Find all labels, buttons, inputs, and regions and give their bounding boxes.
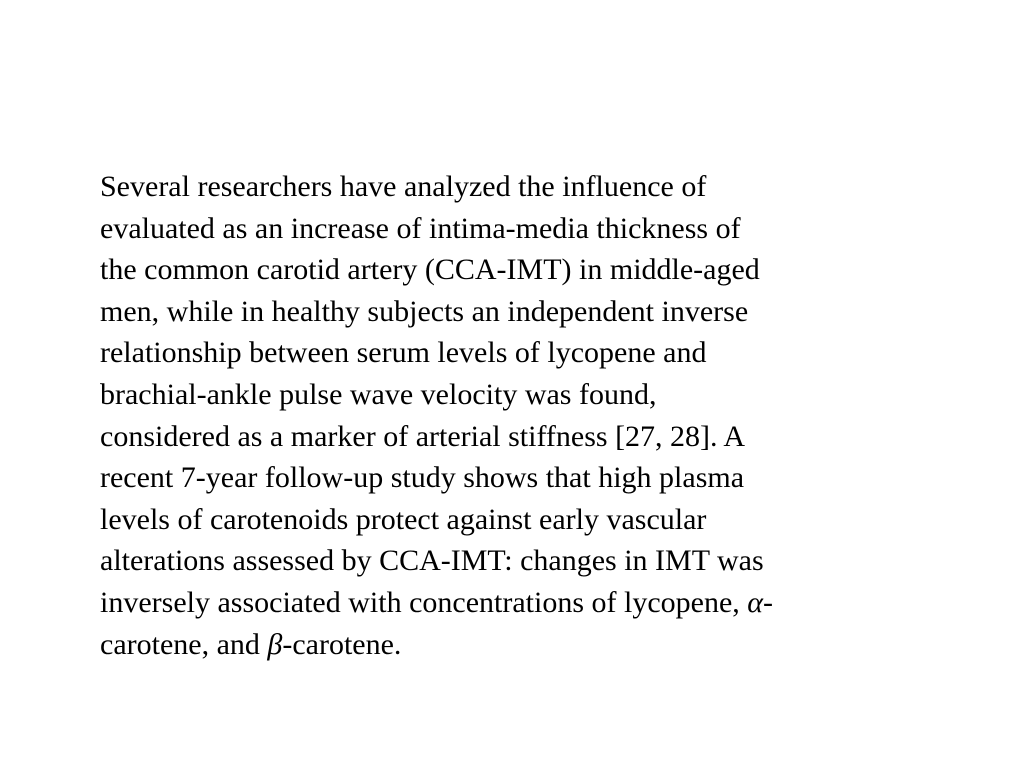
line-11-text: inversely associated with concentrations of lycopene, [100, 585, 748, 619]
paragraph-line-11 [100, 582, 980, 624]
paragraph-line-1: Several researchers have analyzed the influence of [100, 170, 707, 203]
paragraph-line-3: the common carotid artery (CCA-IMT) in middle-aged [100, 253, 760, 287]
paragraph-line-12 [100, 624, 980, 666]
paragraph-line-4: men, while in healthy subjects an independent inverse [100, 294, 749, 328]
paragraph-line-7: considered as a marker of arterial stiffness [27, 28]. A [100, 419, 746, 453]
paragraph-line-10: alterations assessed by CCA-IMT: changes in IMT was [100, 544, 764, 578]
line-11-hyphen: - [763, 585, 774, 619]
line-12-text: carotene, and [100, 627, 268, 661]
alpha-symbol: α [747, 585, 764, 619]
paragraph-line-2: evaluated as an increase of intima-media thickness of [100, 211, 741, 245]
paragraph-line-8: recent 7-year follow-up study shows that high plasma [100, 461, 745, 495]
paragraph-line-9: levels of carotenoids protect against early vascular [100, 502, 707, 536]
paragraph-line-6: brachial-ankle pulse wave velocity was found, [100, 377, 657, 411]
line-12-end: -carotene. [282, 627, 402, 661]
beta-symbol: β [267, 627, 283, 661]
paragraph-line-5: relationship between serum levels of lycopene and [100, 336, 707, 370]
body-paragraph [100, 166, 980, 665]
